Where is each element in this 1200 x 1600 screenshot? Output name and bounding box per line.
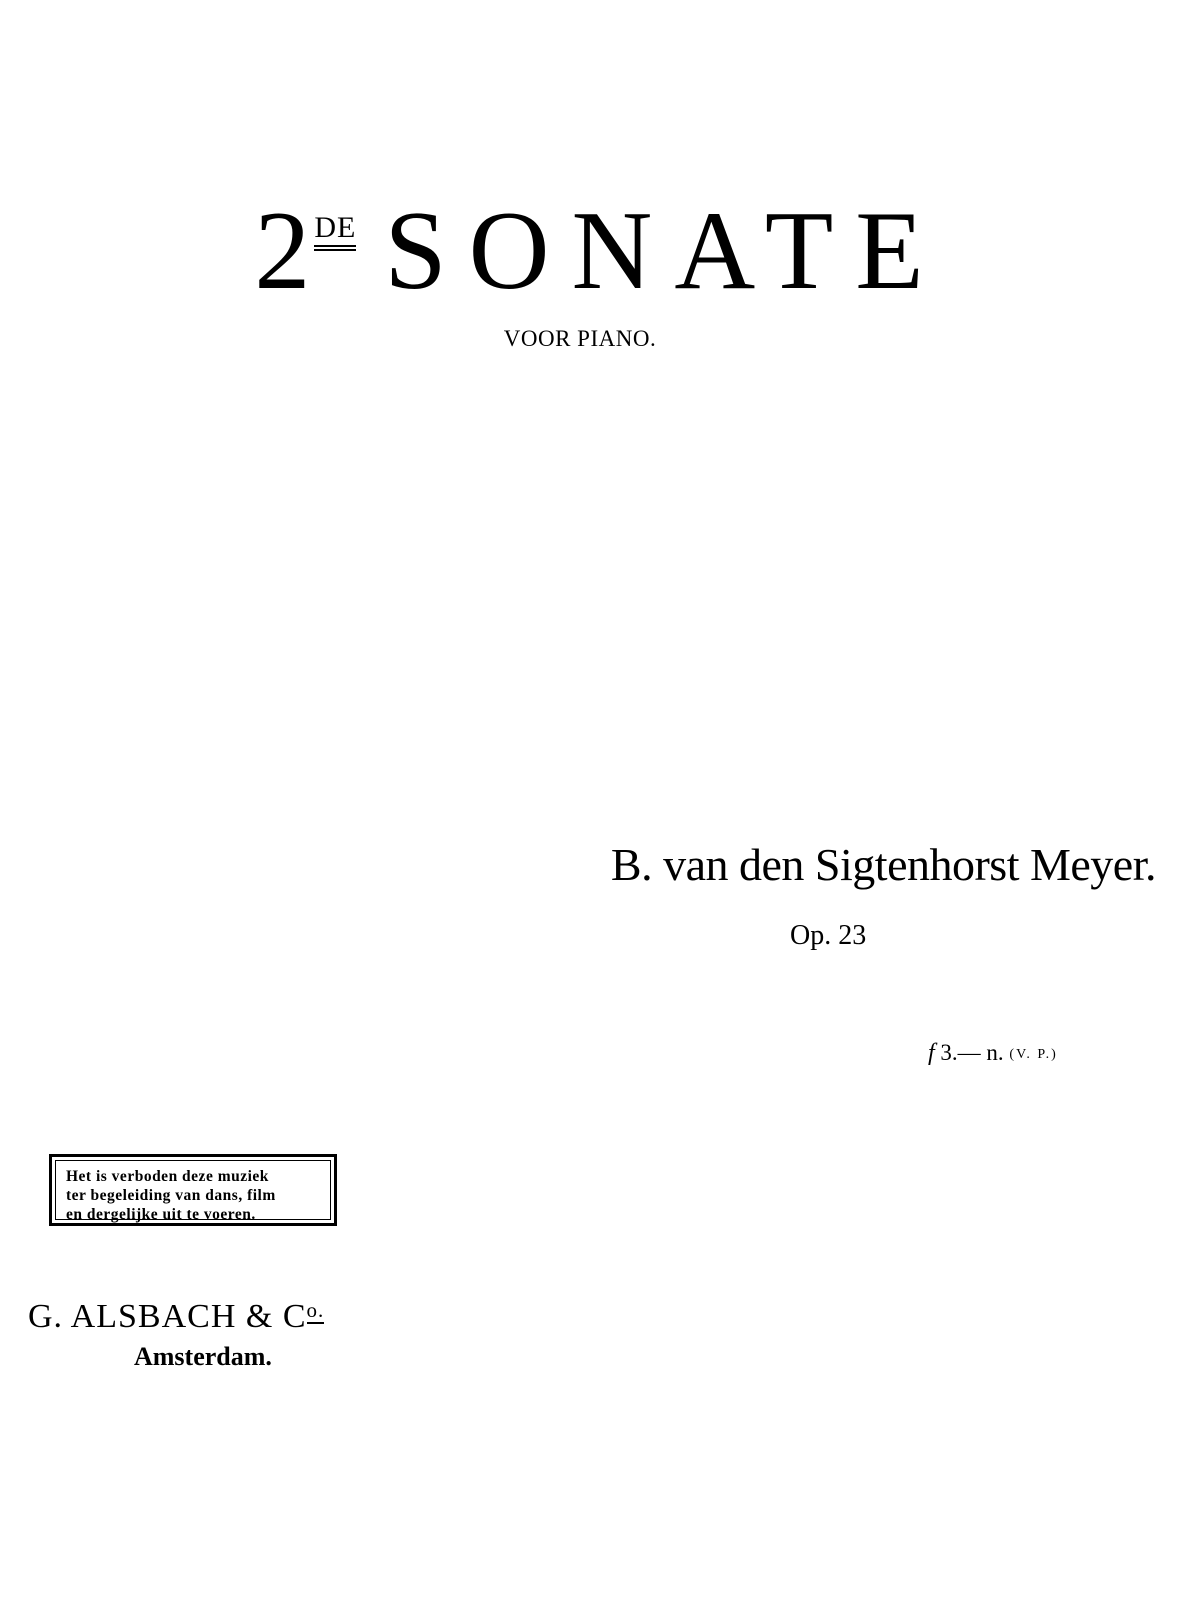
notice-line: en dergelijke uit te voeren. [66, 1206, 256, 1223]
publisher-city: Amsterdam. [134, 1342, 272, 1371]
composer-name: B. van den Sigtenhorst Meyer. [610, 839, 1156, 890]
publisher-name-text: G. ALSBACH & C [28, 1298, 307, 1335]
price-suffix: (V. P.) [1009, 1047, 1058, 1062]
price-amount: 3.— n. [940, 1040, 1004, 1065]
publisher-name-suffix: o. [306, 1298, 325, 1322]
price-currency: f [928, 1040, 935, 1066]
subtitle: VOOR PIANO. [503, 326, 657, 351]
publisher-name [28, 1298, 324, 1336]
opus-number: Op. 23 [790, 920, 867, 951]
price [928, 1040, 1058, 1067]
sonata-title [0, 189, 1200, 313]
title-superscript [314, 213, 356, 251]
title-superscript-underline [314, 245, 356, 251]
title-superscript-text: DE [314, 211, 357, 244]
title-number: 2 [254, 189, 311, 313]
notice-line: ter begeleiding van dans, film [66, 1187, 276, 1204]
notice-line: Het is verboden deze muziek [66, 1168, 269, 1185]
prohibition-notice-box [49, 1154, 337, 1226]
title-word: SONATE [384, 189, 946, 313]
